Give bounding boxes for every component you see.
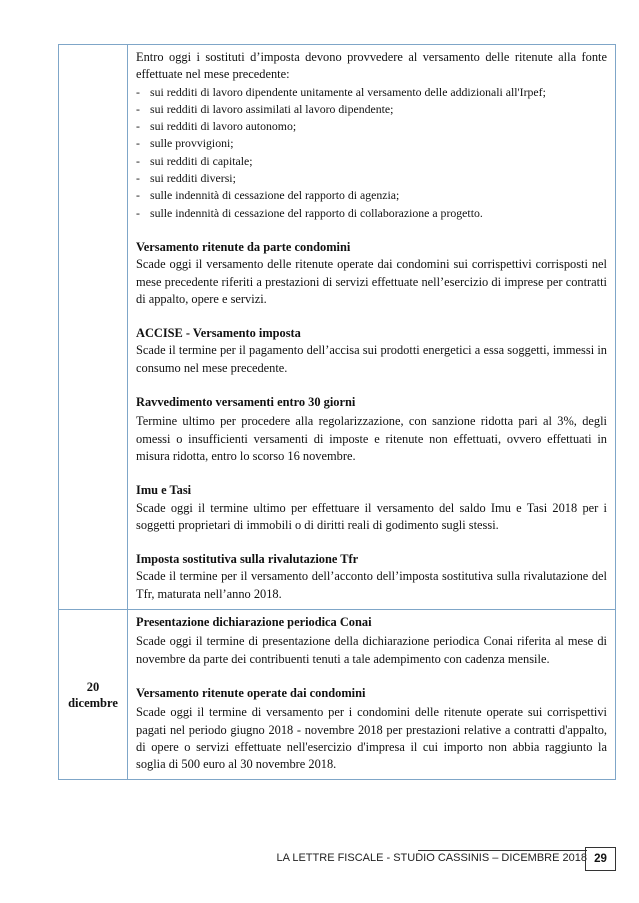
section-text: Scade il termine per il versamento dell’acconto dell’imposta sostitutiva sulla rivalutazione del Tfr, maturata nell’anno 2018. [136, 569, 607, 601]
list-item: - sui redditi diversi; [136, 170, 607, 187]
section-title: Versamento ritenute operate dai condomini [136, 685, 366, 700]
intro-text: Entro oggi i sostituti d’imposta devono provvedere al versamento delle ritenute alla fonte effettuate nel mese precedente: [136, 50, 607, 82]
section-text: Scade oggi il termine ultimo per effettuare il versamento del saldo Imu e Tasi 2018 per i soggetti proprietari di immobili o di diritti reali di godimento sugli stessi. [136, 500, 607, 532]
table-row [59, 610, 616, 780]
footer-rule [418, 850, 587, 851]
footer-text: LA LETTRE FISCALE - STUDIO CASSINIS – DICEMBRE 2018 [276, 852, 587, 864]
table-row [59, 45, 616, 610]
section-text: Termine ultimo per procedere alla regolarizzazione, con sanzione ridotta pari al 3%, degli omessi o insufficienti versamenti di imposte e ritenute non effettuati, ovvero effettuati in misura ridotta, entro lo scorso 16 novembre. [136, 414, 607, 463]
content-cell [128, 45, 616, 610]
content-cell [128, 610, 616, 780]
section-text: Scade oggi il termine di versamento per i condomini delle ritenute operate sui corrispettivi pagati nel periodo giugno 2018 - novembre 2018 per prestazioni relative a contratti d'appalto, di opere o servizi effettuate nell'esercizio d'impresa il cui importo non abbia raggiunto la soglia di 500 euro al 30 novembre 2018. [136, 705, 607, 772]
section-title: Imposta sostitutiva sulla rivalutazione Tfr [136, 552, 359, 567]
section-title: Imu e Tasi [136, 483, 192, 498]
section-title: Versamento ritenute da parte condomini [136, 239, 351, 254]
section-text: Scade oggi il versamento delle ritenute operate dai condomini sui corrispettivi corrisposti nel mese precedente riferiti a prestazioni di servizi effettuate nell’esercizio di imprese per contratti di appalto, opere e servizi. [136, 257, 607, 306]
section-title: Ravvedimento versamenti entro 30 giorni [136, 395, 356, 410]
section-title: Presentazione dichiarazione periodica Conai [136, 615, 372, 630]
deadline-table [58, 44, 616, 780]
ritenute-list [136, 84, 607, 222]
section-text: Scade il termine per il pagamento dell’accisa sui prodotti energetici a essa soggetti, immessi in consumo nel mese precedente. [136, 343, 607, 375]
list-item: - sui redditi di capitale; [136, 153, 607, 170]
list-item: - sui redditi di lavoro dipendente unitamente al versamento delle addizionali all'Irpef; [136, 84, 607, 101]
date-month: dicembre [68, 695, 118, 710]
section-text: Scade oggi il termine di presentazione della dichiarazione periodica Conai riferita al mese di novembre da parte dei contribuenti tenuti a tale adempimento con cadenza mensile. [136, 634, 607, 666]
page-number: 29 [585, 847, 616, 871]
list-item: - sui redditi di lavoro autonomo; [136, 118, 607, 135]
list-item: - sui redditi di lavoro assimilati al lavoro dipendente; [136, 101, 607, 118]
date-cell [59, 45, 128, 610]
list-item: - sulle indennità di cessazione del rapporto di agenzia; [136, 187, 607, 204]
date-day: 20 [86, 679, 100, 694]
section-title: ACCISE - Versamento imposta [136, 326, 301, 341]
list-item: - sulle provvigioni; [136, 135, 607, 152]
list-item: - sulle indennità di cessazione del rapporto di collaborazione a progetto. [136, 205, 607, 222]
date-cell [59, 610, 128, 780]
